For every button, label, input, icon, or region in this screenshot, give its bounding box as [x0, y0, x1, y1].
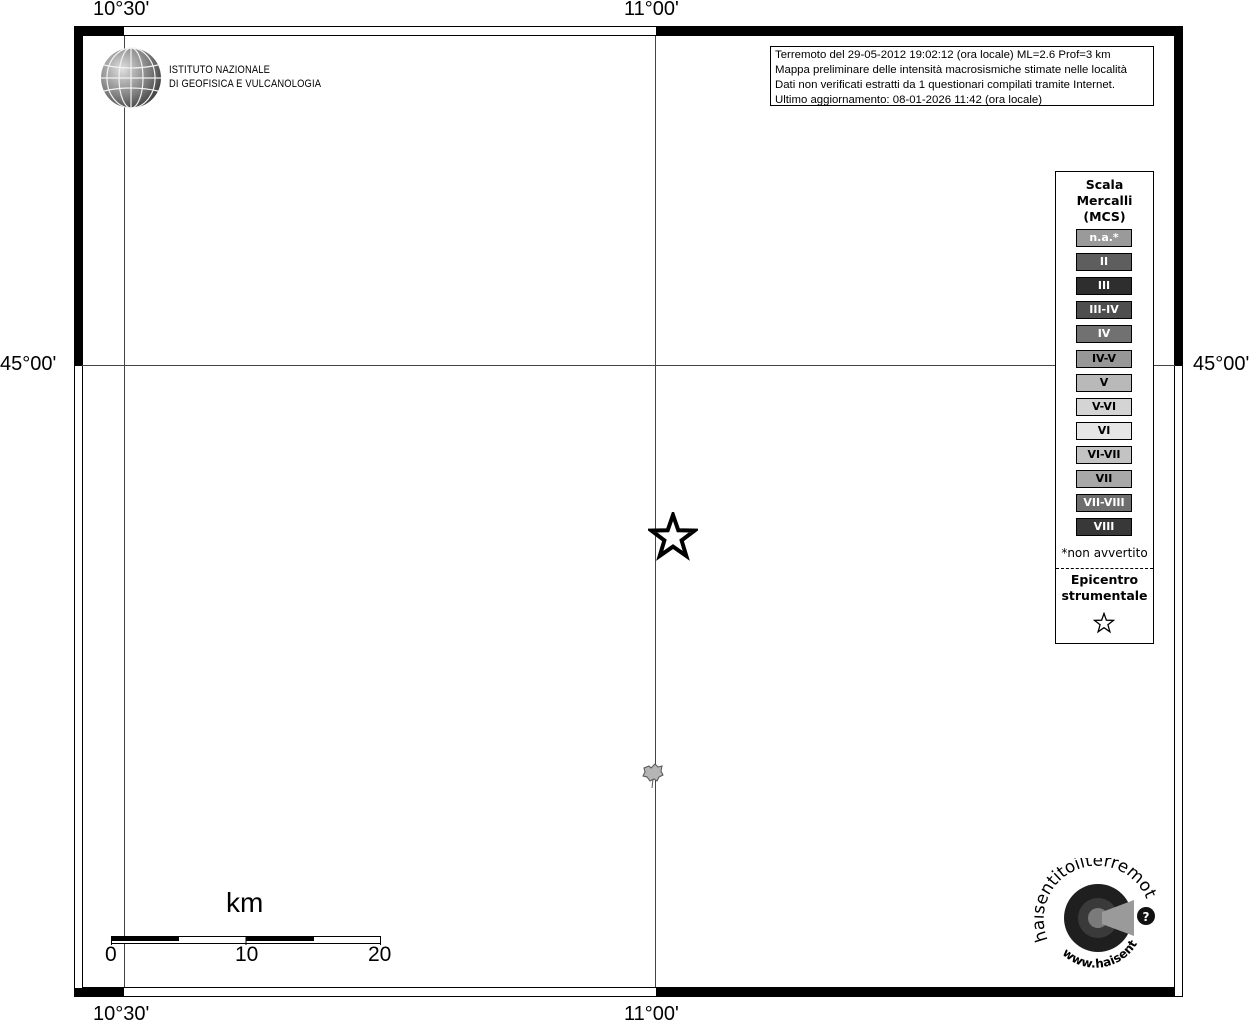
frame-bar-right-top	[1175, 26, 1183, 366]
haisentito-logo-graphic	[1034, 858, 1162, 978]
lat-label-right-4500: 45°00'	[1193, 353, 1250, 375]
frame-bar-bottom-left	[74, 988, 124, 997]
lon-label-top-1100: 11°00'	[624, 0, 679, 20]
legend-swatch: IV-V	[1076, 350, 1132, 368]
legend-title-line2: Mercalli	[1076, 193, 1133, 208]
lat-label-left-4500: 45°00'	[0, 353, 57, 375]
legend-swatch: IV	[1076, 325, 1132, 343]
legend-swatch: VI-VII	[1076, 446, 1132, 464]
frame-bar-bottom-right	[656, 988, 1175, 997]
ingv-logo-text	[169, 63, 321, 91]
lon-label-bottom-1100: 11°00'	[624, 1003, 679, 1025]
legend-swatch: V	[1076, 374, 1132, 392]
gridline-lon-1030	[124, 36, 125, 987]
legend-separator	[1056, 568, 1153, 569]
ingv-logo	[100, 47, 162, 109]
event-info-line2: Mappa preliminare delle intensità macrosismiche stimate nelle località	[775, 64, 1128, 76]
tick-right-4500	[1175, 365, 1183, 366]
ingv-logo-line2: DI GEOFISICA E VULCANOLOGIA	[169, 78, 322, 90]
lon-label-top-1030: 10°30'	[93, 0, 150, 20]
haisentito-logo	[1034, 858, 1162, 978]
frame-bar-left-top	[74, 26, 82, 366]
event-info-box	[770, 46, 1154, 106]
legend-swatch: III	[1076, 277, 1132, 295]
legend-swatch: II	[1076, 253, 1132, 271]
legend-title	[1056, 177, 1153, 225]
scale-tick-20: 20	[368, 943, 392, 966]
event-info-line1: Terremoto del 29-05-2012 19:02:12 (ora locale) ML=2.6 Prof=3 km	[775, 49, 1111, 61]
legend-swatch: VI	[1076, 422, 1132, 440]
legend-epicenter-label	[1056, 572, 1153, 604]
locality-marker[interactable]	[641, 762, 665, 790]
question-icon: ?	[1142, 910, 1150, 924]
legend-epicenter-line1: Epicentro	[1070, 572, 1139, 587]
epicenter-star-icon[interactable]	[648, 512, 698, 562]
ingv-logo-line1: ISTITUTO NAZIONALE	[169, 64, 271, 76]
legend-swatch: VII	[1076, 470, 1132, 488]
globe-icon	[100, 47, 162, 109]
lon-label-bottom-1030: 10°30'	[93, 1003, 150, 1025]
scale-tick-0: 0	[105, 943, 117, 966]
scale-bar-unit: km	[226, 887, 264, 918]
haisentito-logo-url: www.haisent	[1059, 937, 1140, 971]
legend-note: *non avvertito	[1061, 546, 1148, 560]
map-inner-border	[82, 35, 1175, 988]
tick-left-4500	[74, 365, 82, 366]
legend-swatch: VIII	[1076, 518, 1132, 536]
legend-swatch: V-VI	[1076, 398, 1132, 416]
event-info-line3: Dati non verificati estratti da 1 questionari compilati tramite Internet.	[775, 79, 1115, 91]
legend-epicenter-line2: strumentale	[1061, 588, 1148, 603]
legend-title-line3: (MCS)	[1083, 209, 1126, 224]
gridline-lat-4500	[82, 365, 1175, 366]
haisentito-logo-text: ntitoilterremot	[1035, 858, 1161, 902]
event-info-line4: Ultimo aggiornamento: 08-01-2026 11:42 (ora locale)	[775, 94, 1042, 106]
frame-bar-top-right	[656, 26, 1175, 35]
scale-tick-10: 10	[235, 943, 259, 966]
legend-swatch: VII-VIII	[1076, 494, 1132, 512]
scale-bar	[111, 930, 381, 939]
legend-title-line1: Scala	[1085, 177, 1124, 192]
legend-swatch: n.a.*	[1076, 229, 1132, 247]
legend-swatch: III-IV	[1076, 301, 1132, 319]
star-outline-icon	[1093, 612, 1115, 634]
mcs-legend	[1055, 171, 1154, 644]
